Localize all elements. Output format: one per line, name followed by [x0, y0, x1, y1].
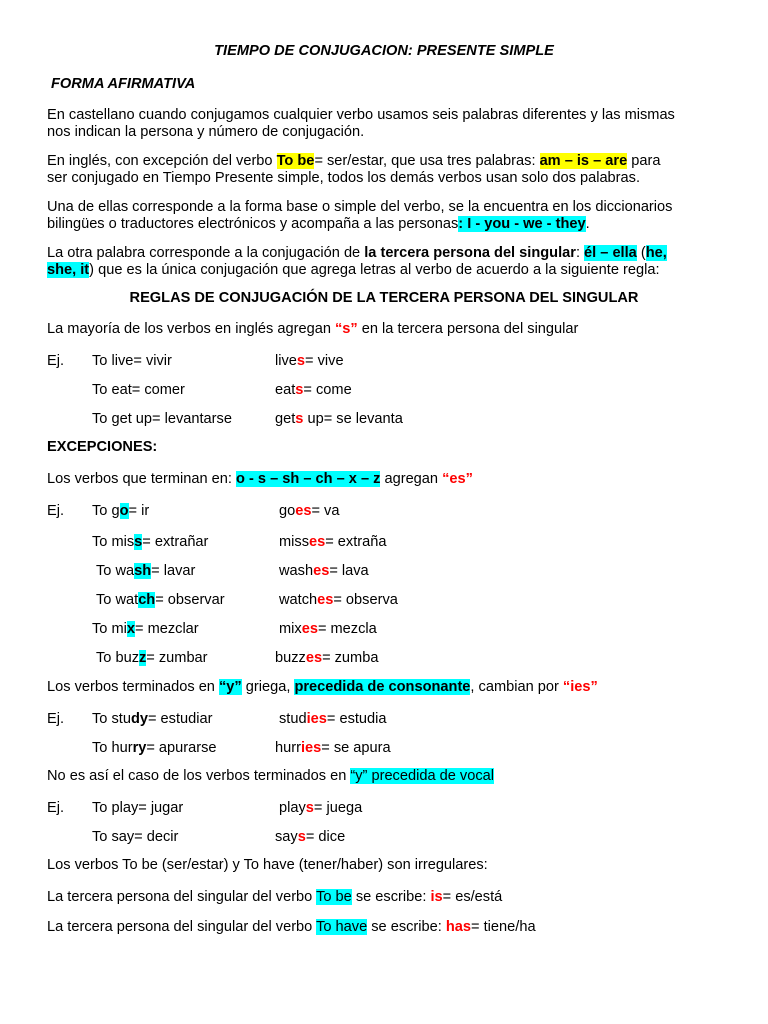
to-have-line: La tercera persona del singular del verbo To have se escribe: has= tiene/ha: [47, 919, 536, 935]
example-verb: To hurry= apurarse: [92, 740, 217, 756]
paragraph-2-line-2: ser conjugado en Tiempo Presente simple, todos los demás verbos usan solo dos palabras.: [47, 170, 641, 186]
example-verb: To eat= comer: [92, 382, 185, 398]
persons-highlight: : I - you - we - they: [458, 216, 586, 232]
example-verb: To live= vivir: [92, 353, 172, 369]
example-conjugation: washes= lava: [279, 563, 369, 579]
paragraph-3-line-1: Una de ellas corresponde a la forma base o simple del verbo, se la encuentra en los diccionarios: [47, 199, 673, 215]
example-verb: To say= decir: [92, 829, 179, 845]
consonant-highlight: precedida de consonante: [294, 679, 471, 695]
example-verb: To watch= observar: [96, 592, 225, 608]
paragraph-3-line-2: bilingües o traductores electrónicos y acompaña a las personas: I - you - we - they.: [47, 216, 590, 232]
paragraph-4-line-2: she, it) que es la única conjugación que agrega letras al verbo de acuerdo a la siguiente regla:: [47, 262, 660, 278]
example-conjugation: buzzes= zumba: [275, 650, 379, 666]
example-conjugation: misses= extraña: [279, 534, 387, 550]
exceptions-heading: EXCEPCIONES:: [47, 439, 158, 455]
paragraph-2-line-1: En inglés, con excepción del verbo To be= ser/estar, que usa tres palabras: am – is – are para: [47, 153, 661, 169]
rules-heading: REGLAS DE CONJUGACIÓN DE LA TERCERA PERSONA DEL SINGULAR: [129, 290, 639, 306]
example-verb: To play= jugar: [92, 800, 184, 816]
example-conjugation: gets up= se levanta: [275, 411, 403, 427]
example-verb: To buzz= zumbar: [96, 650, 208, 666]
she-it-highlight: she, it: [47, 262, 90, 278]
rule-es: Los verbos que terminan en: o - s – sh – ch – x – z agregan “es”: [47, 471, 473, 487]
example-verb: To study= estudiar: [92, 711, 213, 727]
am-is-are-highlight: am – is – are: [539, 153, 628, 169]
paragraph-4-line-1: La otra palabra corresponde a la conjugación de la tercera persona del singular: él – ella (he,: [47, 245, 667, 261]
example-conjugation: eats= come: [275, 382, 352, 398]
example-conjugation: lives= vive: [275, 353, 344, 369]
to-be-highlight: To be: [276, 153, 315, 169]
ej-label: Ej.: [47, 800, 65, 816]
example-verb: To miss= extrañar: [92, 534, 209, 550]
ej-label: Ej.: [47, 353, 65, 369]
vowel-highlight: “y” precedida de vocal: [350, 768, 494, 784]
section-subtitle: FORMA AFIRMATIVA: [51, 76, 196, 92]
example-verb: To mix= mezclar: [92, 621, 199, 637]
example-verb: To wash= lavar: [96, 563, 196, 579]
to-be-line: La tercera persona del singular del verbo To be se escribe: is= es/está: [47, 889, 503, 905]
rule-vowel: No es así el caso de los verbos terminados en “y” precedida de vocal: [47, 768, 494, 784]
paragraph-1-line-1: En castellano cuando conjugamos cualquier verbo usamos seis palabras diferentes y las mismas: [47, 107, 675, 123]
example-verb: To go= ir: [92, 503, 150, 519]
ej-label: Ej.: [47, 503, 65, 519]
rule-s: La mayoría de los verbos en inglés agregan “s” en la tercera persona del singular: [47, 321, 579, 337]
example-conjugation: studies= estudia: [279, 711, 387, 727]
example-conjugation: says= dice: [275, 829, 346, 845]
el-ella-highlight: él – ella: [584, 245, 637, 261]
endings-highlight: o - s – sh – ch – x – z: [236, 471, 381, 487]
rule-ies: Los verbos terminados en “y” griega, precedida de consonante, cambian por “ies”: [47, 679, 598, 695]
example-conjugation: watches= observa: [279, 592, 398, 608]
example-verb: To get up= levantarse: [92, 411, 232, 427]
example-conjugation: hurries= se apura: [275, 740, 391, 756]
ej-label: Ej.: [47, 711, 65, 727]
irregular-note: Los verbos To be (ser/estar) y To have (tener/haber) son irregulares:: [47, 857, 488, 873]
example-conjugation: mixes= mezcla: [279, 621, 377, 637]
example-conjugation: goes= va: [279, 503, 340, 519]
page-title: TIEMPO DE CONJUGACION: PRESENTE SIMPLE: [214, 43, 554, 59]
paragraph-1-line-2: nos indican la persona y número de conjugación.: [47, 124, 365, 140]
example-conjugation: plays= juega: [279, 800, 363, 816]
